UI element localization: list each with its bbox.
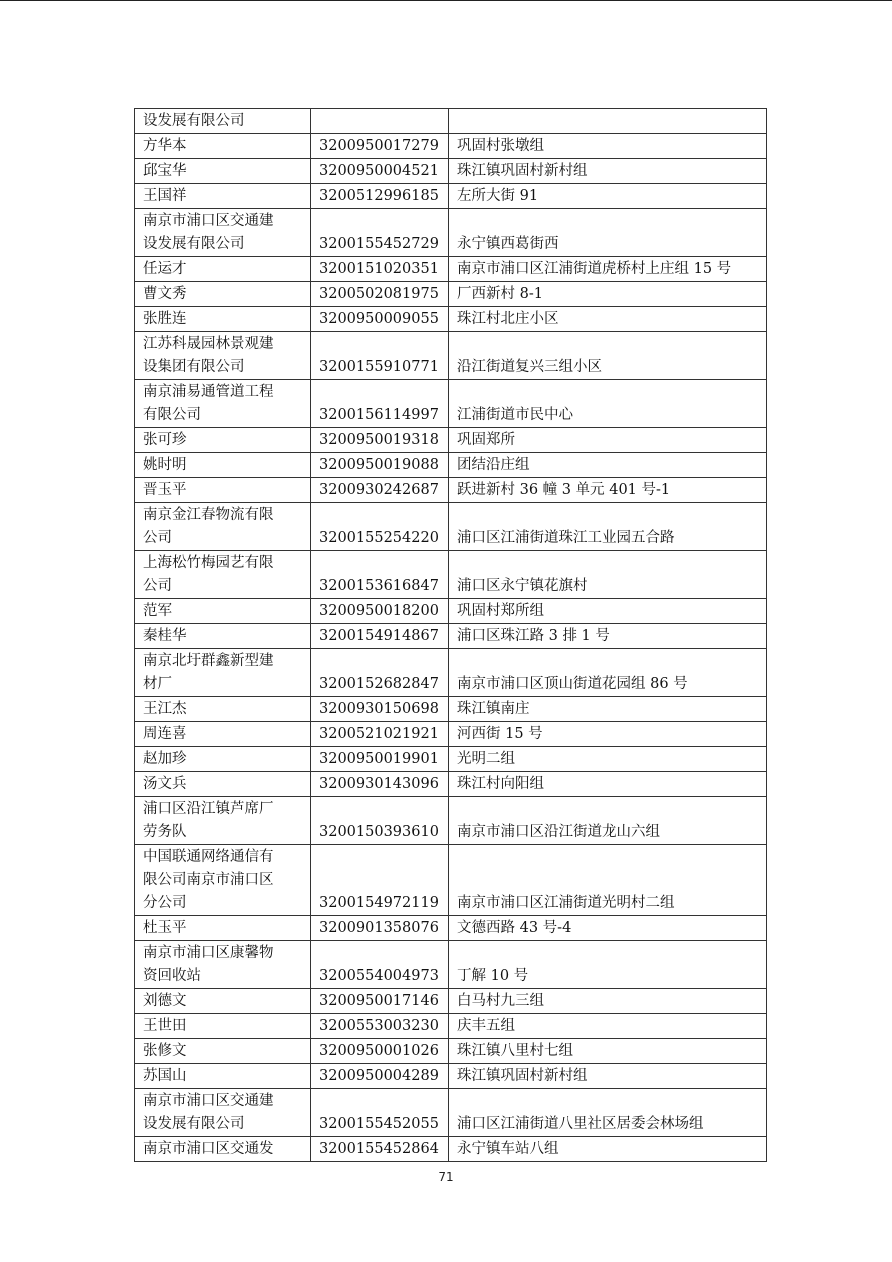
address-cell: 巩固郑所 [449, 428, 767, 453]
table-row [135, 649, 767, 697]
name-cell: 浦口区沿江镇芦席厂 劳务队 [135, 797, 311, 845]
code-cell: 3200502081975 [311, 282, 449, 307]
address-cell: 浦口区江浦街道八里社区居委会林场组 [449, 1089, 767, 1137]
name-cell: 范军 [135, 599, 311, 624]
address-cell: 光明二组 [449, 747, 767, 772]
address-cell: 南京市浦口区沿江街道龙山六组 [449, 797, 767, 845]
name-cell: 南京市浦口区交通建 设发展有限公司 [135, 1089, 311, 1137]
table-row [135, 1064, 767, 1089]
table-row [135, 941, 767, 989]
address-cell: 永宁镇西葛街西 [449, 209, 767, 257]
table-row [135, 428, 767, 453]
name-cell: 曹文秀 [135, 282, 311, 307]
name-cell: 汤文兵 [135, 772, 311, 797]
code-cell: 3200950017279 [311, 134, 449, 159]
address-cell: 珠江镇巩固村新村组 [449, 1064, 767, 1089]
code-cell: 3200155452055 [311, 1089, 449, 1137]
name-cell: 张可珍 [135, 428, 311, 453]
name-cell: 晋玉平 [135, 478, 311, 503]
name-cell: 王江杰 [135, 697, 311, 722]
code-cell: 3200930143096 [311, 772, 449, 797]
name-cell: 秦桂华 [135, 624, 311, 649]
table-row [135, 916, 767, 941]
code-cell: 3200512996185 [311, 184, 449, 209]
records-table-body [135, 109, 767, 1162]
code-cell: 3200151020351 [311, 257, 449, 282]
address-cell: 南京市浦口区江浦街道虎桥村上庄组 15 号 [449, 257, 767, 282]
records-table [134, 108, 767, 1162]
address-cell: 珠江村北庄小区 [449, 307, 767, 332]
name-cell: 杜玉平 [135, 916, 311, 941]
code-cell: 3200154914867 [311, 624, 449, 649]
code-cell: 3200155452864 [311, 1137, 449, 1162]
code-cell: 3200950019088 [311, 453, 449, 478]
table-row [135, 1137, 767, 1162]
code-cell: 3200950004289 [311, 1064, 449, 1089]
name-cell: 南京市浦口区康馨物 资回收站 [135, 941, 311, 989]
code-cell: 3200155254220 [311, 503, 449, 551]
code-cell: 3200950017146 [311, 989, 449, 1014]
name-cell: 设发展有限公司 [135, 109, 311, 134]
address-cell: 南京市浦口区顶山街道花园组 86 号 [449, 649, 767, 697]
address-cell: 永宁镇车站八组 [449, 1137, 767, 1162]
address-cell: 丁解 10 号 [449, 941, 767, 989]
name-cell: 周连喜 [135, 722, 311, 747]
table-row [135, 453, 767, 478]
address-cell: 南京市浦口区江浦街道光明村二组 [449, 845, 767, 916]
table-row [135, 1089, 767, 1137]
name-cell: 张修文 [135, 1039, 311, 1064]
code-cell: 3200155910771 [311, 332, 449, 380]
address-cell: 左所大街 91 [449, 184, 767, 209]
code-cell: 3200950009055 [311, 307, 449, 332]
address-cell: 浦口区江浦街道珠江工业园五合路 [449, 503, 767, 551]
address-cell: 文德西路 43 号-4 [449, 916, 767, 941]
table-row [135, 551, 767, 599]
name-cell: 南京市浦口区交通建 设发展有限公司 [135, 209, 311, 257]
name-cell: 任运才 [135, 257, 311, 282]
name-cell: 苏国山 [135, 1064, 311, 1089]
page-number: 71 [438, 1170, 454, 1184]
code-cell: 3200152682847 [311, 649, 449, 697]
code-cell: 3200950001026 [311, 1039, 449, 1064]
name-cell: 南京浦易通管道工程 有限公司 [135, 380, 311, 428]
name-cell: 刘德文 [135, 989, 311, 1014]
address-cell: 江浦街道市民中心 [449, 380, 767, 428]
table-row [135, 159, 767, 184]
address-cell: 珠江镇八里村七组 [449, 1039, 767, 1064]
address-cell: 珠江镇巩固村新村组 [449, 159, 767, 184]
table-row [135, 109, 767, 134]
name-cell: 中国联通网络通信有 限公司南京市浦口区 分公司 [135, 845, 311, 916]
code-cell: 3200950019318 [311, 428, 449, 453]
name-cell: 上海松竹梅园艺有限 公司 [135, 551, 311, 599]
table-row [135, 1039, 767, 1064]
table-row [135, 747, 767, 772]
name-cell: 张胜连 [135, 307, 311, 332]
address-cell: 团结沿庄组 [449, 453, 767, 478]
name-cell: 方华本 [135, 134, 311, 159]
code-cell: 3200553003230 [311, 1014, 449, 1039]
name-cell: 赵加珍 [135, 747, 311, 772]
name-cell: 南京北圩群鑫新型建 材厂 [135, 649, 311, 697]
table-row [135, 380, 767, 428]
code-cell: 3200521021921 [311, 722, 449, 747]
table-row [135, 989, 767, 1014]
table-row [135, 1014, 767, 1039]
address-cell: 浦口区珠江路 3 排 1 号 [449, 624, 767, 649]
page-top-border [0, 0, 892, 1]
code-cell: 3200950004521 [311, 159, 449, 184]
name-cell: 南京市浦口区交通发 [135, 1137, 311, 1162]
name-cell: 江苏科晟园林景观建 设集团有限公司 [135, 332, 311, 380]
table-row [135, 697, 767, 722]
table-row [135, 184, 767, 209]
code-cell: 3200930150698 [311, 697, 449, 722]
table-row [135, 209, 767, 257]
address-cell: 河西街 15 号 [449, 722, 767, 747]
code-cell: 3200150393610 [311, 797, 449, 845]
code-cell: 3200554004973 [311, 941, 449, 989]
code-cell: 3200950018200 [311, 599, 449, 624]
table-row [135, 332, 767, 380]
address-cell: 白马村九三组 [449, 989, 767, 1014]
code-cell: 3200156114997 [311, 380, 449, 428]
table-row [135, 503, 767, 551]
name-cell: 王世田 [135, 1014, 311, 1039]
table-row [135, 307, 767, 332]
table-row [135, 845, 767, 916]
table-row [135, 257, 767, 282]
table-row [135, 772, 767, 797]
name-cell: 邱宝华 [135, 159, 311, 184]
name-cell: 姚时明 [135, 453, 311, 478]
table-row [135, 282, 767, 307]
address-cell [449, 109, 767, 134]
address-cell: 巩固村郑所组 [449, 599, 767, 624]
table-row [135, 797, 767, 845]
address-cell: 厂西新村 8-1 [449, 282, 767, 307]
address-cell: 庆丰五组 [449, 1014, 767, 1039]
address-cell: 沿江街道复兴三组小区 [449, 332, 767, 380]
address-cell: 珠江镇南庄 [449, 697, 767, 722]
code-cell: 3200950019901 [311, 747, 449, 772]
table-row [135, 134, 767, 159]
name-cell: 南京金江春物流有限 公司 [135, 503, 311, 551]
address-cell: 跃进新村 36 幢 3 单元 401 号-1 [449, 478, 767, 503]
table-row [135, 624, 767, 649]
code-cell [311, 109, 449, 134]
table-row [135, 478, 767, 503]
address-cell: 浦口区永宁镇花旗村 [449, 551, 767, 599]
code-cell: 3200930242687 [311, 478, 449, 503]
address-cell: 珠江村向阳组 [449, 772, 767, 797]
code-cell: 3200155452729 [311, 209, 449, 257]
address-cell: 巩固村张墩组 [449, 134, 767, 159]
table-row [135, 599, 767, 624]
name-cell: 王国祥 [135, 184, 311, 209]
table-row [135, 722, 767, 747]
code-cell: 3200154972119 [311, 845, 449, 916]
code-cell: 3200153616847 [311, 551, 449, 599]
code-cell: 3200901358076 [311, 916, 449, 941]
